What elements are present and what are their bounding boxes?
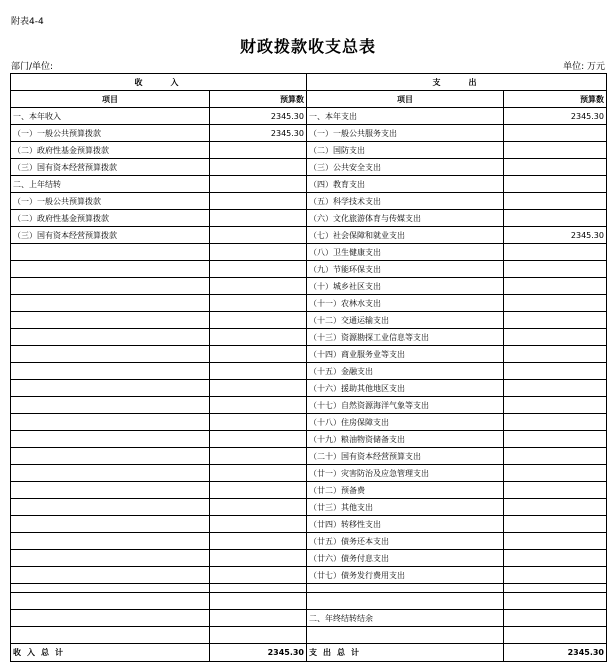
expense-item-cell: （十四）商业服务业等支出 (307, 346, 504, 363)
expense-total-label: 支出总计 (307, 644, 504, 662)
table-row (11, 465, 607, 482)
expense-value-cell (504, 584, 607, 593)
expense-item-cell: （三）公共安全支出 (307, 159, 504, 176)
expense-value-cell (504, 627, 607, 644)
income-value-cell: 2345.30 (210, 125, 307, 142)
expense-value-cell (504, 414, 607, 431)
expense-value-cell (504, 244, 607, 261)
expense-value-cell (504, 448, 607, 465)
income-total-value: 2345.30 (210, 644, 307, 662)
income-item-cell: （二）政府性基金预算拨款 (11, 142, 210, 159)
table-row (11, 227, 607, 244)
expense-value-cell (504, 295, 607, 312)
income-value-cell (210, 465, 307, 482)
income-item-cell (11, 567, 210, 584)
income-section-header: 收 入 (11, 74, 307, 91)
expense-item-cell: （二十）国有资本经营预算支出 (307, 448, 504, 465)
income-item-cell (11, 312, 210, 329)
income-item-header: 项目 (11, 91, 210, 108)
income-item-cell (11, 584, 210, 593)
income-value-cell (210, 261, 307, 278)
table-row (11, 295, 607, 312)
expense-item-cell: （廿四）转移性支出 (307, 516, 504, 533)
table-row (11, 159, 607, 176)
column-header-row (11, 91, 607, 108)
expense-value-cell (504, 593, 607, 610)
income-value-cell (210, 414, 307, 431)
income-value-cell (210, 329, 307, 346)
expense-item-cell: （廿五）债务还本支出 (307, 533, 504, 550)
income-budget-header: 预算数 (210, 91, 307, 108)
expense-item-cell: （十九）粮油物资储备支出 (307, 431, 504, 448)
table-row (11, 414, 607, 431)
expense-value-cell (504, 499, 607, 516)
expense-item-cell: （九）节能环保支出 (307, 261, 504, 278)
income-value-cell (210, 431, 307, 448)
income-item-cell (11, 593, 210, 610)
expense-value-cell (504, 142, 607, 159)
expense-value-cell (504, 567, 607, 584)
income-item-cell: （一）一般公共预算拨款 (11, 125, 210, 142)
income-value-cell (210, 278, 307, 295)
table-row (11, 193, 607, 210)
total-row (11, 644, 607, 662)
table-row (11, 329, 607, 346)
expense-item-cell: （十六）援助其他地区支出 (307, 380, 504, 397)
table-row (11, 108, 607, 125)
expense-item-cell: （二）国防支出 (307, 142, 504, 159)
expense-item-cell: （廿二）预备费 (307, 482, 504, 499)
table-row (11, 346, 607, 363)
section-header-row (11, 74, 607, 91)
expense-item-cell: （十五）金融支出 (307, 363, 504, 380)
table-row (11, 610, 607, 627)
expense-value-cell (504, 278, 607, 295)
table-row (11, 448, 607, 465)
expense-item-cell: 二、年终结转结余 (307, 610, 504, 627)
income-item-cell (11, 346, 210, 363)
expense-item-cell (307, 584, 504, 593)
income-item-cell (11, 295, 210, 312)
income-value-cell (210, 516, 307, 533)
expense-value-cell (504, 159, 607, 176)
income-value-cell (210, 593, 307, 610)
income-value-cell (210, 210, 307, 227)
department-label: 部门/单位: (11, 62, 54, 72)
income-value-cell (210, 550, 307, 567)
expense-value-cell (504, 363, 607, 380)
income-item-cell (11, 397, 210, 414)
income-item-cell: （三）国有资本经营预算拨款 (11, 159, 210, 176)
income-item-cell (11, 414, 210, 431)
expense-value-cell (504, 465, 607, 482)
expense-value-cell (504, 380, 607, 397)
table-row (11, 125, 607, 142)
income-value-cell (210, 610, 307, 627)
expense-value-cell (504, 346, 607, 363)
table-row (11, 533, 607, 550)
income-item-cell (11, 610, 210, 627)
expense-item-cell: （一）一般公共服务支出 (307, 125, 504, 142)
income-value-cell (210, 567, 307, 584)
income-value-cell (210, 482, 307, 499)
expense-item-cell: （八）卫生健康支出 (307, 244, 504, 261)
page-title: 财政拨款收支总表 (239, 37, 376, 56)
table-row (11, 627, 607, 644)
expense-item-cell: （十一）农林水支出 (307, 295, 504, 312)
income-item-cell: 一、本年收入 (11, 108, 210, 125)
income-item-cell (11, 533, 210, 550)
table-row (11, 312, 607, 329)
income-value-cell: 2345.30 (210, 108, 307, 125)
income-item-cell: （一）一般公共预算拨款 (11, 193, 210, 210)
table-row (11, 363, 607, 380)
expense-item-cell: （廿一）灾害防治及应急管理支出 (307, 465, 504, 482)
income-value-cell (210, 584, 307, 593)
income-item-cell (11, 499, 210, 516)
income-item-cell: 二、上年结转 (11, 176, 210, 193)
income-item-cell (11, 627, 210, 644)
expense-total-value: 2345.30 (504, 644, 607, 662)
expense-value-cell (504, 312, 607, 329)
expense-item-cell: （廿三）其他支出 (307, 499, 504, 516)
income-value-cell (210, 159, 307, 176)
table-row (11, 516, 607, 533)
table-row (11, 431, 607, 448)
income-item-cell (11, 363, 210, 380)
table-row (11, 499, 607, 516)
expense-item-cell: （廿六）债务付息支出 (307, 550, 504, 567)
expense-value-cell: 2345.30 (504, 108, 607, 125)
table-row (11, 584, 607, 593)
table-row (11, 278, 607, 295)
expense-value-cell (504, 329, 607, 346)
income-value-cell (210, 499, 307, 516)
income-value-cell (210, 363, 307, 380)
expense-item-cell: （十）城乡社区支出 (307, 278, 504, 295)
expense-value-cell (504, 431, 607, 448)
income-value-cell (210, 176, 307, 193)
income-item-cell (11, 482, 210, 499)
expense-value-cell (504, 550, 607, 567)
income-item-cell (11, 329, 210, 346)
budget-summary-table (10, 73, 607, 662)
expense-item-cell: （廿七）债务发行费用支出 (307, 567, 504, 584)
table-row (11, 142, 607, 159)
income-value-cell (210, 346, 307, 363)
expense-value-cell (504, 397, 607, 414)
expense-value-cell (504, 482, 607, 499)
expense-value-cell (504, 193, 607, 210)
income-value-cell (210, 227, 307, 244)
table-row (11, 210, 607, 227)
income-item-cell (11, 278, 210, 295)
expense-value-cell (504, 261, 607, 278)
expense-section-header: 支 出 (307, 74, 607, 91)
table-row (11, 567, 607, 584)
table-row (11, 261, 607, 278)
expense-item-cell: （十三）资源勘探工业信息等支出 (307, 329, 504, 346)
expense-value-cell (504, 610, 607, 627)
expense-item-cell: （四）教育支出 (307, 176, 504, 193)
expense-item-cell: （十二）交通运输支出 (307, 312, 504, 329)
expense-value-cell: 2345.30 (504, 227, 607, 244)
expense-value-cell (504, 516, 607, 533)
expense-item-header: 项目 (307, 91, 504, 108)
income-item-cell: （二）政府性基金预算拨款 (11, 210, 210, 227)
income-value-cell (210, 380, 307, 397)
income-value-cell (210, 627, 307, 644)
expense-budget-header: 预算数 (504, 91, 607, 108)
expense-item-cell (307, 627, 504, 644)
expense-item-cell: （七）社会保障和就业支出 (307, 227, 504, 244)
expense-item-cell: （十八）住房保障支出 (307, 414, 504, 431)
income-value-cell (210, 533, 307, 550)
income-value-cell (210, 448, 307, 465)
income-item-cell (11, 550, 210, 567)
expense-item-cell (307, 593, 504, 610)
income-item-cell (11, 516, 210, 533)
income-value-cell (210, 244, 307, 261)
expense-value-cell (504, 125, 607, 142)
income-value-cell (210, 142, 307, 159)
table-row (11, 482, 607, 499)
income-item-cell (11, 431, 210, 448)
income-total-label: 收入总计 (11, 644, 210, 662)
attachment-label: 附表4-4 (11, 17, 44, 27)
income-item-cell (11, 448, 210, 465)
income-item-cell (11, 465, 210, 482)
table-row (11, 550, 607, 567)
income-item-cell (11, 380, 210, 397)
expense-item-cell: （十七）自然资源海洋气象等支出 (307, 397, 504, 414)
table-row (11, 593, 607, 610)
income-value-cell (210, 397, 307, 414)
table-row (11, 176, 607, 193)
expense-item-cell: （六）文化旅游体育与传媒支出 (307, 210, 504, 227)
table-row (11, 244, 607, 261)
expense-item-cell: 一、本年支出 (307, 108, 504, 125)
income-item-cell (11, 244, 210, 261)
income-item-cell: （三）国有资本经营预算拨款 (11, 227, 210, 244)
income-value-cell (210, 312, 307, 329)
income-value-cell (210, 193, 307, 210)
unit-label: 单位: 万元 (563, 62, 605, 72)
income-value-cell (210, 295, 307, 312)
expense-value-cell (504, 176, 607, 193)
expense-value-cell (504, 210, 607, 227)
expense-value-cell (504, 533, 607, 550)
table-row (11, 380, 607, 397)
income-item-cell (11, 261, 210, 278)
expense-item-cell: （五）科学技术支出 (307, 193, 504, 210)
table-row (11, 397, 607, 414)
